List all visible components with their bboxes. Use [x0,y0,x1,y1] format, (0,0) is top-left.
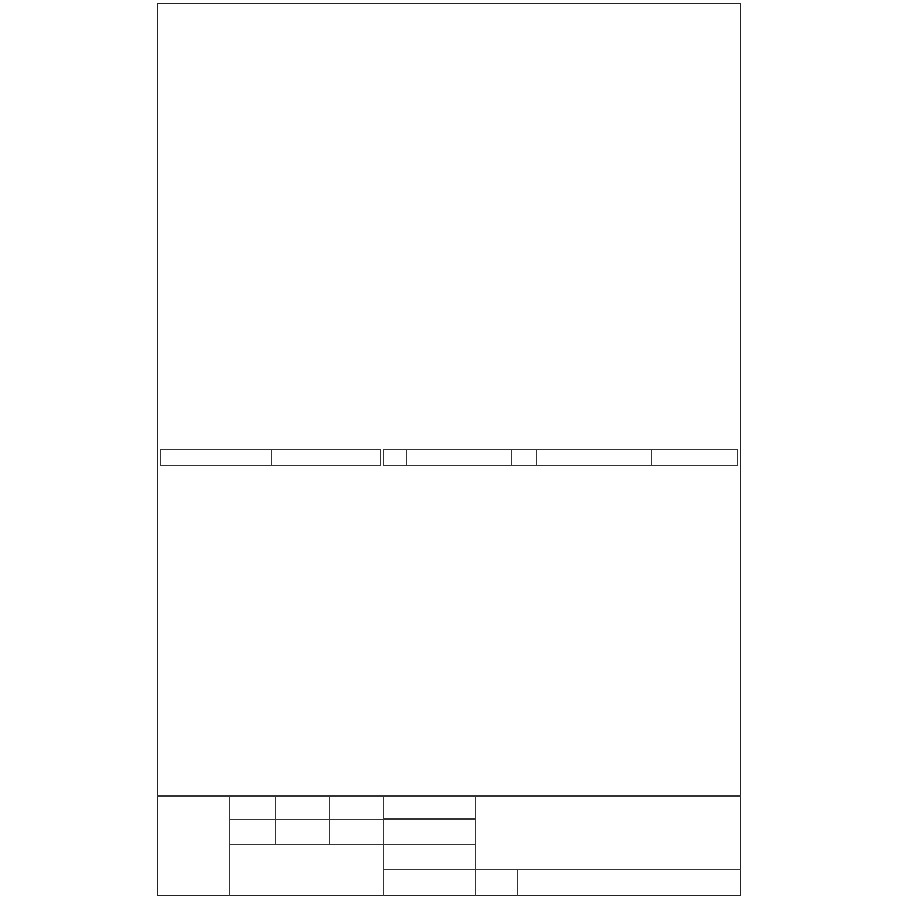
antenna-drawing [0,0,900,440]
parts-header-name [407,450,512,466]
parts-header-row [384,450,738,466]
parts-header-no [384,450,407,466]
parts-header-qty [512,450,537,466]
spec-header-item [161,450,272,466]
parts-header-treatment [652,450,738,466]
parts-table [383,449,738,466]
parts-header-material [537,450,652,466]
spec-table [160,449,381,466]
spec-header-value [272,450,381,466]
title-block [157,795,741,896]
spec-header-row [161,450,381,466]
